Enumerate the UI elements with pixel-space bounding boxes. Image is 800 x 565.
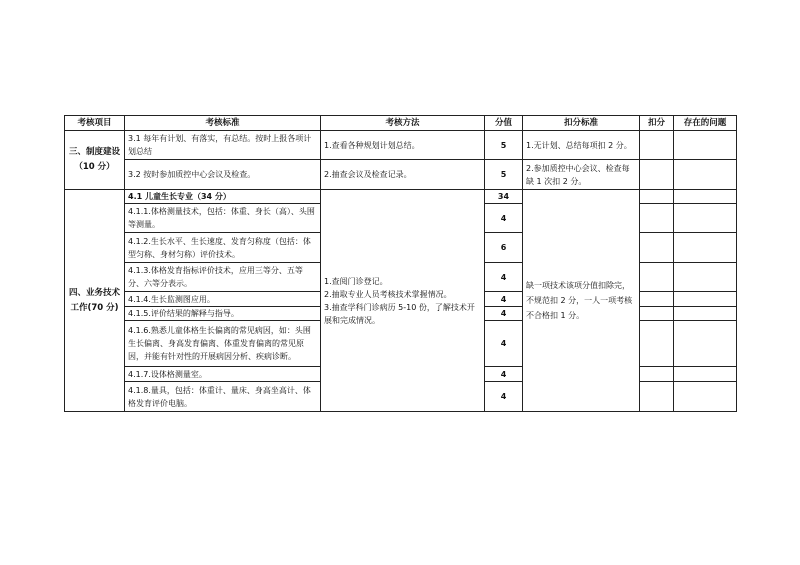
method-line: 1.查阅门诊登记。	[324, 276, 388, 286]
deducted-cell[interactable]	[640, 307, 674, 321]
deducted-cell[interactable]	[640, 190, 674, 204]
table-row	[65, 160, 737, 190]
section-4-title-line1: 四、业务技术	[68, 287, 120, 298]
score-cell: 4	[485, 321, 523, 367]
score-cell: 4	[485, 307, 523, 321]
deducted-cell[interactable]	[640, 321, 674, 367]
issues-cell[interactable]	[674, 263, 737, 292]
table-row	[65, 190, 737, 204]
header-item: 考核项目	[65, 116, 125, 131]
header-deducted: 扣分	[640, 116, 674, 131]
section-4-deduction: 缺一项技术该项分值扣除完，不规范扣 2 分，一人一项考核不合格扣 1 分。	[523, 190, 640, 412]
method-line: 3.抽查学科门诊病历 5-10 份，了解技术开展和完成情况。	[324, 302, 475, 325]
standard-cell: 4.1.4.生长监测图应用。	[125, 292, 321, 307]
standard-cell: 4.1.5.评价结果的解释与指导。	[125, 307, 321, 321]
score-cell: 4	[485, 367, 523, 382]
standard-cell: 4.1.7.设体格测量室。	[125, 367, 321, 382]
assessment-table	[64, 115, 737, 412]
header-score: 分值	[485, 116, 523, 131]
section-4-title	[65, 190, 125, 412]
score-cell: 4	[485, 263, 523, 292]
score-cell: 6	[485, 233, 523, 263]
deducted-cell[interactable]	[640, 131, 674, 160]
deducted-cell[interactable]	[640, 160, 674, 190]
header-deduction: 扣分标准	[523, 116, 640, 131]
score-cell: 4	[485, 204, 523, 233]
issues-cell[interactable]	[674, 190, 737, 204]
method-cell: 2.抽查会议及检查记录。	[321, 160, 485, 190]
score-cell: 34	[485, 190, 523, 204]
score-cell: 4	[485, 292, 523, 307]
section-4-heading: 4.1 儿童生长专业（34 分）	[125, 190, 321, 204]
standard-cell: 4.1.8.量具，包括：体重计、量床、身高坐高计、体格发育评价电脑。	[125, 382, 321, 412]
deducted-cell[interactable]	[640, 382, 674, 412]
score-cell: 5	[485, 160, 523, 190]
section-4-method	[321, 190, 485, 412]
issues-cell[interactable]	[674, 204, 737, 233]
section-4-title-line2: 工作(70 分)	[70, 302, 119, 313]
issues-cell[interactable]	[674, 382, 737, 412]
method-cell: 1.查看各种规划计划总结。	[321, 131, 485, 160]
standard-cell: 3.1 每年有计划、有落实，有总结。按时上报各项计划总结	[125, 131, 321, 160]
header-standard: 考核标准	[125, 116, 321, 131]
deducted-cell[interactable]	[640, 367, 674, 382]
deducted-cell[interactable]	[640, 204, 674, 233]
deduction-cell: 2.参加质控中心会议、检查每缺 1 次扣 2 分。	[523, 160, 640, 190]
section-3-title-line2: （10 分）	[74, 162, 115, 172]
score-cell: 5	[485, 131, 523, 160]
method-line: 2.抽取专业人员考核技术掌握情况。	[324, 289, 452, 299]
section-3-title	[65, 131, 125, 190]
standard-cell: 4.1.1.体格测量技术，包括：体重、身长（高）、头围等测量。	[125, 204, 321, 233]
standard-cell: 4.1.2.生长水平、生长速度、发育匀称度（包括：体型匀称、身材匀称）评价技术。	[125, 233, 321, 263]
score-cell: 4	[485, 382, 523, 412]
issues-cell[interactable]	[674, 367, 737, 382]
standard-cell: 3.2 按时参加质控中心会议及检查。	[125, 160, 321, 190]
issues-cell[interactable]	[674, 160, 737, 190]
standard-cell: 4.1.3.体格发育指标评价技术，应用三等分、五等分、六等分表示。	[125, 263, 321, 292]
header-method: 考核方法	[321, 116, 485, 131]
deduction-cell: 1.无计划、总结每项扣 2 分。	[523, 131, 640, 160]
header-issues: 存在的问题	[674, 116, 737, 131]
issues-cell[interactable]	[674, 307, 737, 321]
issues-cell[interactable]	[674, 233, 737, 263]
standard-cell: 4.1.6.熟悉儿童体格生长偏离的常见病因，如：头围生长偏离、身高发育偏离、体重发育偏离的常见原因，并能有针对性的开展病因分析、疾病诊断。	[125, 321, 321, 367]
deducted-cell[interactable]	[640, 263, 674, 292]
issues-cell[interactable]	[674, 292, 737, 307]
deducted-cell[interactable]	[640, 233, 674, 263]
section-3-title-line1: 三、制度建设	[68, 147, 120, 157]
header-row	[65, 116, 737, 131]
table-row	[65, 131, 737, 160]
deducted-cell[interactable]	[640, 292, 674, 307]
issues-cell[interactable]	[674, 321, 737, 367]
issues-cell[interactable]	[674, 131, 737, 160]
